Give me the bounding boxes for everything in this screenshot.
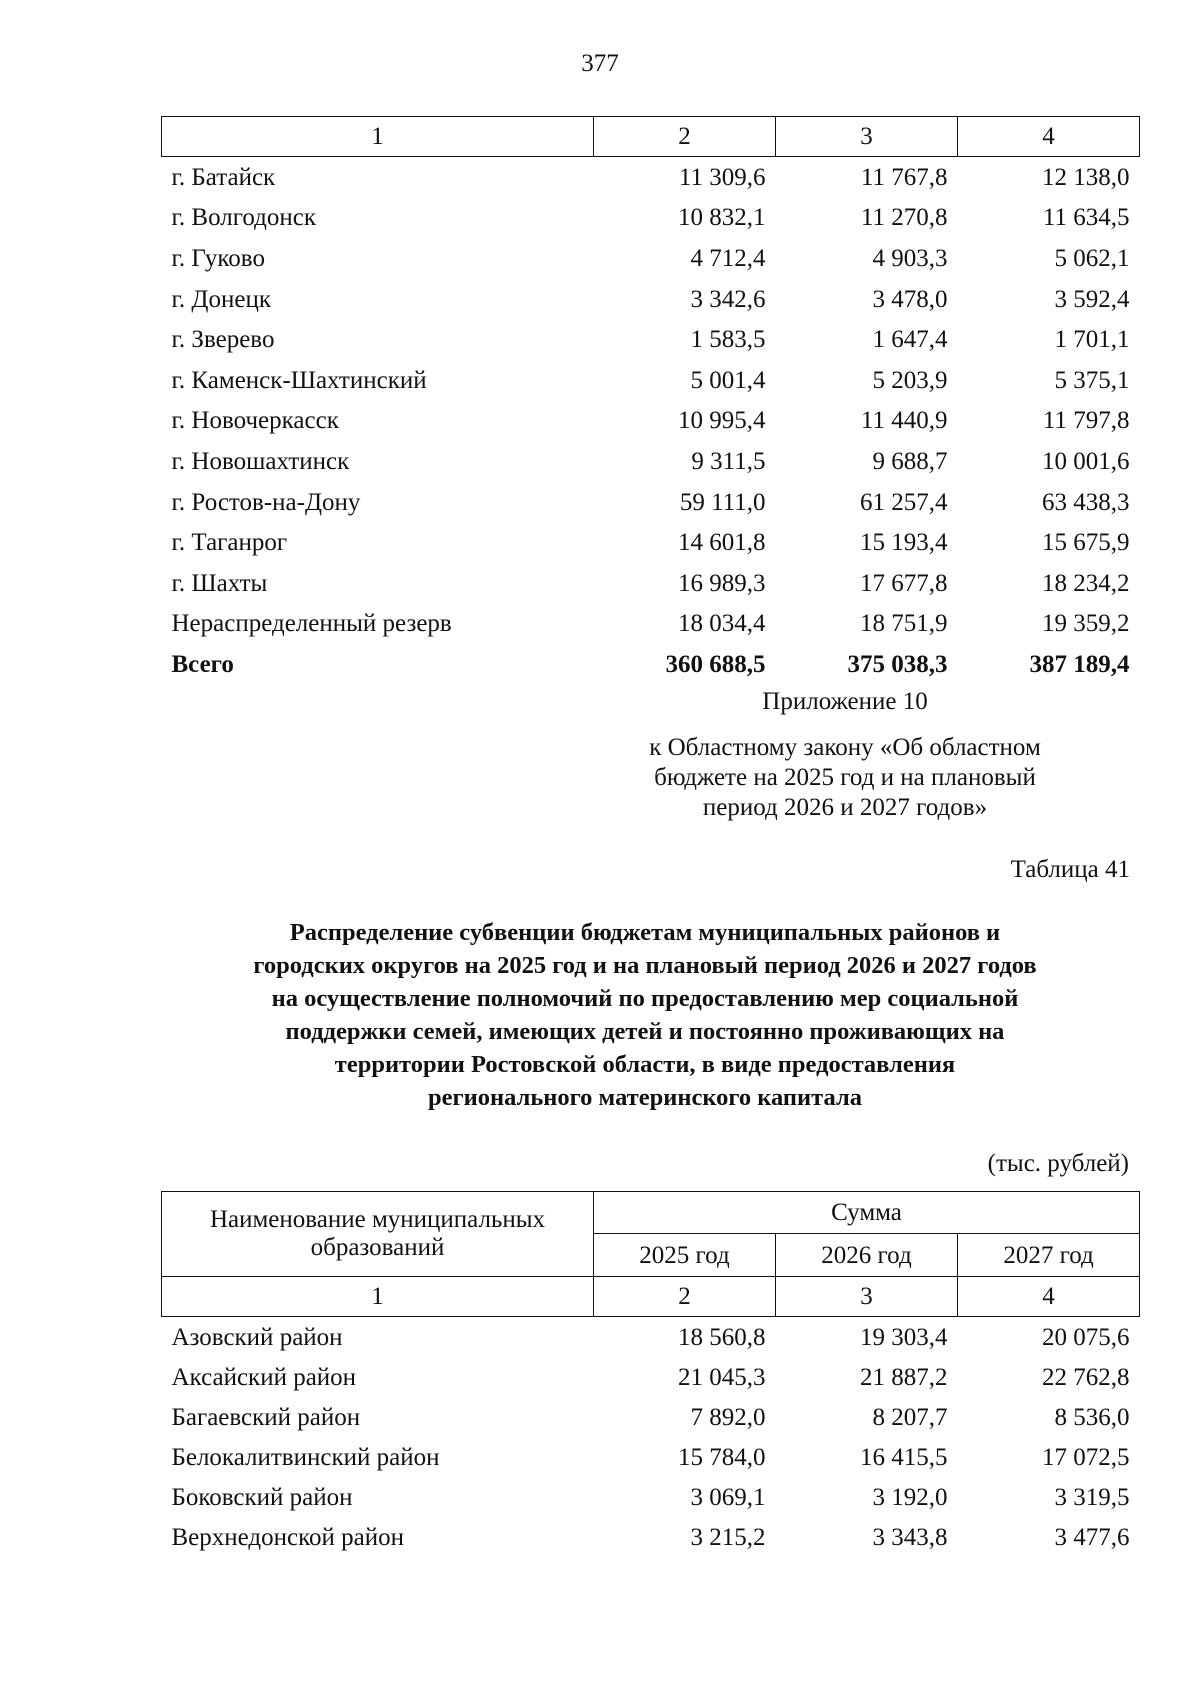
value-cell: 18 560,8 (678, 1323, 766, 1351)
municipality-name: Багаевский район (171, 1403, 361, 1431)
table-row (162, 279, 1140, 320)
municipality-name: г. Каменск-Шахтинский (171, 366, 427, 394)
header-line: образований (310, 1234, 445, 1261)
value-cell: 11 270,8 (860, 204, 948, 232)
title-line: на осуществление полномочий по предоставлению мер социальной (271, 985, 1019, 1012)
table-row (162, 522, 1140, 563)
value-cell: 4 712,4 (690, 244, 766, 272)
table-row (162, 157, 1140, 198)
value-cell: 11 440,9 (860, 407, 948, 435)
sum-column-header: Сумма (594, 1192, 1140, 1234)
value-cell: 20 075,6 (1042, 1323, 1130, 1351)
value-cell: 11 309,6 (678, 163, 766, 191)
value-cell: 10 001,6 (1042, 447, 1130, 475)
table-row (162, 604, 1140, 645)
continued-table (161, 116, 1140, 685)
value-cell: 8 207,7 (872, 1403, 948, 1431)
municipality-name: Боковский район (171, 1483, 353, 1511)
value-cell: 10 832,1 (678, 204, 766, 232)
municipality-name: г. Донецк (171, 285, 271, 313)
value-cell: 17 072,5 (1042, 1443, 1130, 1471)
total-row (162, 644, 1140, 685)
table-row (162, 1317, 1140, 1358)
title-line: городских округов на 2025 год и на плановый период 2026 и 2027 годов (253, 952, 1037, 979)
table-row (162, 238, 1140, 279)
value-cell: 3 192,0 (872, 1483, 948, 1511)
value-cell: 3 069,1 (690, 1483, 766, 1511)
page-number: 377 (581, 50, 619, 77)
column-number-cell: 1 (162, 1277, 594, 1317)
table-row (162, 563, 1140, 604)
column-number-cell: 2 (594, 1277, 776, 1317)
column-number-cell: 1 (162, 117, 594, 157)
units-label: (тыс. рублей) (987, 1150, 1129, 1177)
appendix-line: период 2026 и 2027 годов» (702, 794, 988, 821)
appendix-reference (640, 733, 1050, 823)
value-cell: 19 303,4 (860, 1323, 948, 1351)
value-cell: 21 887,2 (860, 1363, 948, 1391)
value-cell: 8 536,0 (1054, 1403, 1130, 1431)
table-row (162, 401, 1140, 442)
municipality-name: Белокалитвинский район (171, 1443, 440, 1471)
value-cell: 17 677,8 (860, 569, 948, 597)
value-cell: 9 688,7 (872, 447, 948, 475)
value-cell: 1 701,1 (1054, 326, 1130, 354)
value-cell: 1 583,5 (690, 326, 766, 354)
value-cell: 22 762,8 (1042, 1363, 1130, 1391)
municipality-name: г. Новочеркасск (171, 407, 339, 435)
title-line: территории Ростовской области, в виде предоставления (334, 1051, 956, 1078)
table-row (162, 319, 1140, 360)
name-column-header (162, 1192, 594, 1277)
value-cell: 3 319,5 (1054, 1483, 1130, 1511)
title-line: регионального материнского капитала (428, 1084, 862, 1111)
appendix-line: бюджете на 2025 год и на плановый (654, 764, 1036, 791)
value-cell: 19 359,2 (1042, 610, 1130, 638)
table-row (162, 198, 1140, 239)
municipality-name: г. Ростов-на-Дону (171, 488, 361, 516)
value-cell: 12 138,0 (1042, 163, 1130, 191)
value-cell: 18 234,2 (1042, 569, 1130, 597)
municipality-name: г. Таганрог (171, 529, 288, 557)
value-cell: 5 062,1 (1054, 244, 1130, 272)
value-cell: 15 193,4 (860, 529, 948, 557)
value-cell: 16 989,3 (678, 569, 766, 597)
value-cell: 11 767,8 (860, 163, 948, 191)
value-cell: 3 215,2 (690, 1523, 766, 1551)
table-row (162, 1437, 1140, 1477)
value-cell: 18 034,4 (678, 610, 766, 638)
value-cell: 5 001,4 (690, 366, 766, 394)
column-number-cell: 3 (776, 1277, 958, 1317)
value-cell: 15 784,0 (678, 1443, 766, 1471)
value-cell: 63 438,3 (1042, 488, 1130, 516)
total-label: Всего (171, 650, 234, 678)
total-value: 375 038,3 (847, 650, 948, 678)
table-row (162, 441, 1140, 482)
value-cell: 3 478,0 (872, 285, 948, 313)
table-row (162, 1517, 1140, 1557)
value-cell: 61 257,4 (860, 488, 948, 516)
total-value: 387 189,4 (1029, 650, 1130, 678)
value-cell: 5 203,9 (872, 366, 948, 394)
value-cell: 3 342,6 (690, 285, 766, 313)
value-cell: 11 634,5 (1042, 204, 1130, 232)
value-cell: 3 343,8 (872, 1523, 948, 1551)
value-cell: 4 903,3 (872, 244, 948, 272)
value-cell: 7 892,0 (690, 1403, 766, 1431)
value-cell: 18 751,9 (860, 610, 948, 638)
municipality-name: Аксайский район (171, 1363, 357, 1391)
column-number-cell: 3 (776, 117, 958, 157)
municipality-name: Верхнедонской район (171, 1523, 404, 1551)
value-cell: 10 995,4 (678, 407, 766, 435)
appendix-line: к Областному закону «Об областном (649, 734, 1041, 761)
table-row (162, 1357, 1140, 1397)
value-cell: 3 592,4 (1054, 285, 1130, 313)
municipality-name: г. Гуково (171, 244, 265, 272)
table-number: Таблица 41 (1010, 856, 1130, 883)
column-number-row (162, 1277, 1140, 1317)
header-line: Наименование муниципальных (209, 1206, 546, 1233)
table-row (162, 482, 1140, 523)
title-line: Распределение субвенции бюджетам муниципальных районов и (289, 919, 1001, 946)
column-number-cell: 4 (958, 117, 1140, 157)
value-cell: 11 797,8 (1042, 407, 1130, 435)
column-number-row (162, 117, 1140, 157)
column-number-cell: 4 (958, 1277, 1140, 1317)
column-number-cell: 2 (594, 117, 776, 157)
municipality-name: г. Зверево (171, 326, 275, 354)
table-row (162, 1397, 1140, 1437)
municipality-name: г. Шахты (171, 569, 268, 597)
value-cell: 1 647,4 (872, 326, 948, 354)
total-value: 360 688,5 (665, 650, 766, 678)
table-row (162, 1477, 1140, 1517)
municipality-name: г. Волгодонск (171, 204, 317, 232)
header-row (162, 1192, 1140, 1234)
value-cell: 5 375,1 (1054, 366, 1130, 394)
municipality-name: г. Новошахтинск (171, 447, 350, 475)
value-cell: 21 045,3 (678, 1363, 766, 1391)
year-header: 2027 год (958, 1234, 1140, 1277)
table-title (150, 916, 1140, 1114)
year-header: 2025 год (594, 1234, 776, 1277)
value-cell: 15 675,9 (1042, 529, 1130, 557)
table-row (162, 360, 1140, 401)
municipality-name: г. Батайск (171, 163, 276, 191)
value-cell: 16 415,5 (860, 1443, 948, 1471)
appendix-label: Приложение 10 (762, 688, 928, 715)
value-cell: 3 477,6 (1054, 1523, 1130, 1551)
value-cell: 59 111,0 (679, 488, 766, 516)
municipality-name: Нераспределенный резерв (171, 610, 452, 638)
value-cell: 9 311,5 (691, 447, 766, 475)
value-cell: 14 601,8 (678, 529, 766, 557)
title-line: поддержки семей, имеющих детей и постоянно проживающих на (285, 1018, 1005, 1045)
municipality-name: Азовский район (171, 1323, 343, 1351)
year-header: 2026 год (776, 1234, 958, 1277)
subvention-table (161, 1191, 1140, 1557)
